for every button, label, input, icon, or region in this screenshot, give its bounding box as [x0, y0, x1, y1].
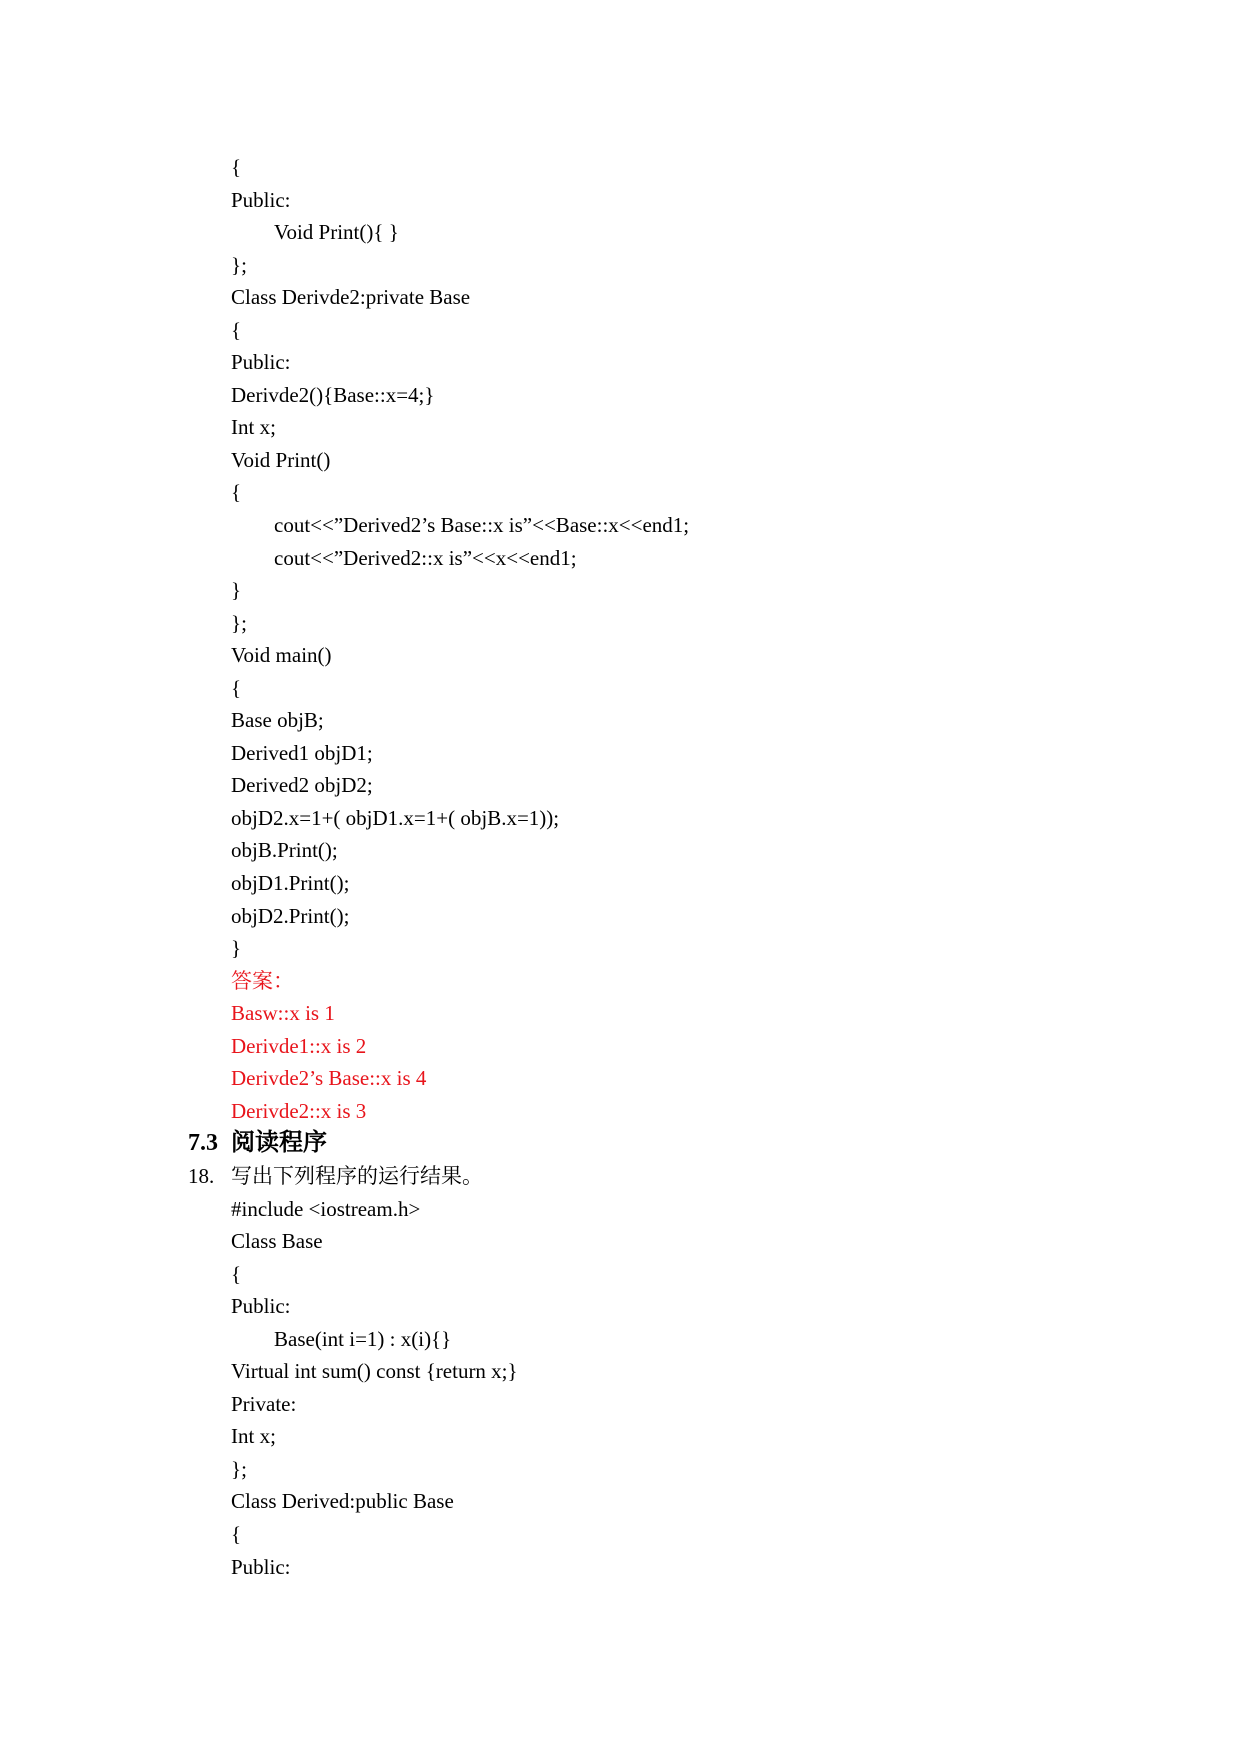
- code-line: Base objB;: [231, 708, 324, 733]
- answer-line: Basw::x is 1: [231, 1001, 335, 1026]
- code-line: {: [231, 675, 242, 700]
- code-line: Public:: [231, 187, 291, 212]
- code-line: objD2.Print();: [231, 903, 350, 928]
- code-line: cout<<”Derived2::x is”<<x<<end1;: [274, 545, 577, 570]
- code-line: Void Print(){ }: [274, 220, 399, 245]
- code-line: Int x;: [231, 1424, 276, 1449]
- code-line: Derived1 objD1;: [231, 740, 373, 765]
- section-number: 7.3: [188, 1130, 218, 1157]
- code-line: Void Print(): [231, 447, 331, 472]
- code-line: Class Base: [231, 1229, 323, 1254]
- code-line: objB.Print();: [231, 838, 338, 863]
- question-line: [0, 1160, 1241, 1193]
- code-line: }: [231, 578, 242, 603]
- code-line: Base(int i=1) : x(i){}: [274, 1326, 452, 1351]
- code-line: Class Derived:public Base: [231, 1489, 454, 1514]
- code-line: Derivde2(){Base::x=4;}: [231, 382, 435, 407]
- code-line: objD1.Print();: [231, 871, 350, 896]
- code-line: };: [231, 610, 247, 635]
- question-text: 写出下列程序的运行结果。: [231, 1163, 483, 1188]
- code-line: Int x;: [231, 415, 276, 440]
- code-line: }: [231, 936, 242, 961]
- code-line: {: [231, 155, 242, 179]
- code-line: Virtual int sum() const {return x;}: [231, 1359, 518, 1384]
- code-line: objD2.x=1+( objD1.x=1+( objB.x=1));: [231, 805, 560, 830]
- answer-label: 答案：: [231, 968, 294, 993]
- answer-line: Derivde2::x is 3: [231, 1098, 367, 1123]
- code-line: Public:: [231, 350, 291, 375]
- code-line: {: [231, 317, 242, 342]
- code-line: {: [231, 1521, 242, 1546]
- code-line: };: [231, 1456, 247, 1481]
- code-line: {: [231, 1261, 242, 1286]
- code-line: };: [231, 252, 247, 277]
- code-line: Private:: [231, 1391, 297, 1416]
- document-content: [0, 151, 1241, 1583]
- code-line: cout<<”Derived2’s Base::x is”<<Base::x<<end1;: [274, 513, 690, 538]
- code-line: Public:: [231, 1554, 291, 1579]
- code-line: Derived2 objD2;: [231, 773, 373, 798]
- section-title: 阅读程序: [231, 1130, 327, 1157]
- code-line: {: [231, 480, 242, 505]
- code-line: Public:: [231, 1294, 291, 1319]
- question-number: 18.: [188, 1163, 215, 1188]
- section-heading: [0, 1127, 1241, 1160]
- answer-line: Derivde1::x is 2: [231, 1033, 367, 1058]
- code-line: #include <iostream.h>: [231, 1196, 421, 1221]
- answer-line: Derivde2’s Base::x is 4: [231, 1066, 427, 1091]
- code-line: Void main(): [231, 643, 332, 668]
- code-line: Class Derivde2:private Base: [231, 285, 471, 310]
